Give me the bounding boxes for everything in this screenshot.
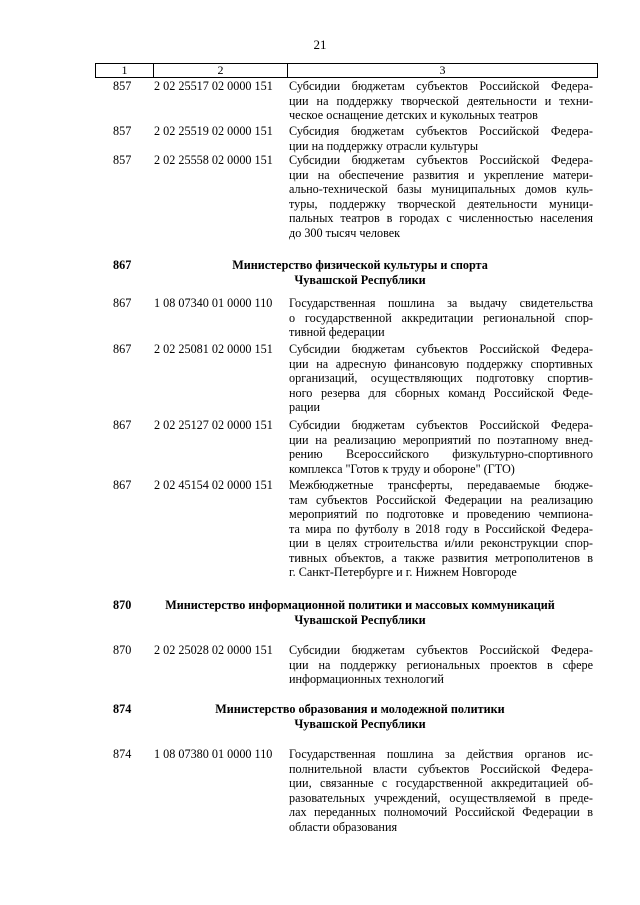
- description-line: г. Санкт-Петербурге и г. Нижнем Новгороде: [289, 565, 517, 579]
- row-code: 874: [113, 747, 132, 761]
- row-code: 857: [113, 153, 132, 167]
- description-line: организаций, осуществляющих подготовку спортив-: [289, 371, 593, 385]
- section-code: 870: [113, 598, 132, 612]
- description-line: ческое оснащение детских и кукольных театров: [289, 108, 538, 122]
- row-description: [289, 342, 593, 415]
- row-description: [289, 153, 593, 240]
- row-description: [289, 296, 593, 340]
- column-header-row: [96, 64, 598, 78]
- section-title: [150, 258, 570, 287]
- description-line: разовательных учреждений, осуществляемой в преде-: [289, 790, 593, 805]
- section-title-line: Чувашской Республики: [294, 716, 426, 731]
- row-code: 870: [113, 643, 132, 657]
- column-header-2: 2: [154, 64, 288, 78]
- row-description: [289, 478, 593, 580]
- description-line: Государственная пошлина за выдачу свидетельства: [289, 296, 593, 310]
- description-line: туры, поддержку творческой деятельности муници-: [289, 196, 593, 211]
- section-code: 874: [113, 702, 132, 716]
- description-line: лах переданных полномочий Российской Федерации в: [289, 805, 593, 819]
- description-line: Субсидии бюджетам субъектов Российской Федера-: [289, 79, 593, 93]
- section-title-line: Министерство физической культуры и спорта: [232, 258, 488, 272]
- row-kbk-code: 2 02 25558 02 0000 151: [154, 153, 273, 167]
- section-title-line: Чувашской Республики: [294, 272, 426, 287]
- section-code: 867: [113, 258, 132, 272]
- section-title-line: Министерство образования и молодежной политики: [215, 702, 505, 716]
- description-line: Субсидии бюджетам субъектов Российской Федера-: [289, 643, 593, 657]
- description-line: ции в целях строительства и/или реконструкции спор-: [289, 536, 593, 550]
- row-kbk-code: 2 02 25081 02 0000 151: [154, 342, 273, 356]
- column-header-3: 3: [288, 64, 598, 78]
- row-description: [289, 418, 593, 476]
- description-line: ции, связанные с государственной аккредитацией об-: [289, 776, 593, 790]
- section-title-line: Министерство информационной политики и массовых коммуникаций: [165, 598, 555, 612]
- description-line: ции на реализацию мероприятий по поэтапному внед-: [289, 432, 593, 447]
- row-code: 867: [113, 296, 132, 310]
- description-line: пальных театров в городах с численностью населения: [289, 211, 593, 225]
- description-line: тивной федерации: [289, 325, 385, 339]
- description-line: ции на адресную финансовую поддержку спортивных: [289, 356, 593, 371]
- row-kbk-code: 2 02 25028 02 0000 151: [154, 643, 273, 657]
- description-line: Субсидия бюджетам субъектов Российской Федера-: [289, 124, 593, 138]
- description-line: о государственной аккредитации региональной спор-: [289, 310, 593, 325]
- description-line: области образования: [289, 819, 398, 834]
- description-line: мероприятий по подготовке и проведению чемпиона-: [289, 507, 593, 521]
- description-line: Межбюджетные трансферты, передаваемые бюдже-: [289, 478, 593, 492]
- description-line: та мира по футболу в 2018 году в Российской Федера-: [289, 521, 593, 536]
- row-description: [289, 747, 593, 834]
- row-kbk-code: 2 02 45154 02 0000 151: [154, 478, 273, 492]
- row-description: [289, 79, 593, 123]
- row-code: 867: [113, 478, 132, 492]
- row-code: 867: [113, 418, 132, 432]
- description-line: ции на обеспечение развития и укрепление матери-: [289, 167, 593, 182]
- description-line: там субъектов Российской Федерации на реализацию: [289, 492, 593, 507]
- row-kbk-code: 2 02 25517 02 0000 151: [154, 79, 273, 93]
- description-line: Субсидии бюджетам субъектов Российской Федера-: [289, 418, 593, 432]
- row-kbk-code: 1 08 07380 01 0000 110: [154, 747, 273, 761]
- row-kbk-code: 2 02 25519 02 0000 151: [154, 124, 273, 138]
- description-line: комплекса "Готов к труду и обороне" (ГТО): [289, 461, 515, 476]
- row-code: 867: [113, 342, 132, 356]
- description-line: ально-технической базы муниципальных домов куль-: [289, 182, 593, 196]
- description-line: информационных технологий: [289, 672, 444, 686]
- description-line: Государственная пошлина за действия органов ис-: [289, 747, 593, 761]
- section-title: [150, 598, 570, 627]
- column-header-table: [95, 63, 598, 78]
- description-line: до 300 тысяч человек: [289, 225, 401, 240]
- row-kbk-code: 1 08 07340 01 0000 110: [154, 296, 273, 310]
- description-line: тивных объектов, а также развития метрополитенов в: [289, 550, 593, 565]
- section-title: [150, 702, 570, 731]
- description-line: Субсидии бюджетам субъектов Российской Федера-: [289, 342, 593, 356]
- description-line: рации: [289, 400, 321, 414]
- page-number: 21: [313, 37, 327, 52]
- description-line: полнительной власти субъектов Российской Федера-: [289, 761, 593, 776]
- row-code: 857: [113, 79, 132, 93]
- description-line: рению Всероссийского физкультурно-спортивного: [289, 447, 593, 461]
- description-line: ции на поддержку отрасли культуры: [289, 138, 479, 153]
- description-line: ного резерва для сборных команд Российской Феде-: [289, 385, 593, 400]
- row-kbk-code: 2 02 25127 02 0000 151: [154, 418, 273, 432]
- row-code: 857: [113, 124, 132, 138]
- description-line: ции на поддержку творческой деятельности и техни-: [289, 93, 593, 108]
- column-header-1: 1: [96, 64, 154, 78]
- row-description: [289, 124, 593, 153]
- description-line: Субсидии бюджетам субъектов Российской Федера-: [289, 153, 593, 167]
- description-line: ции на поддержку региональных проектов в сфере: [289, 657, 593, 672]
- row-description: [289, 643, 593, 687]
- section-title-line: Чувашской Республики: [294, 612, 426, 627]
